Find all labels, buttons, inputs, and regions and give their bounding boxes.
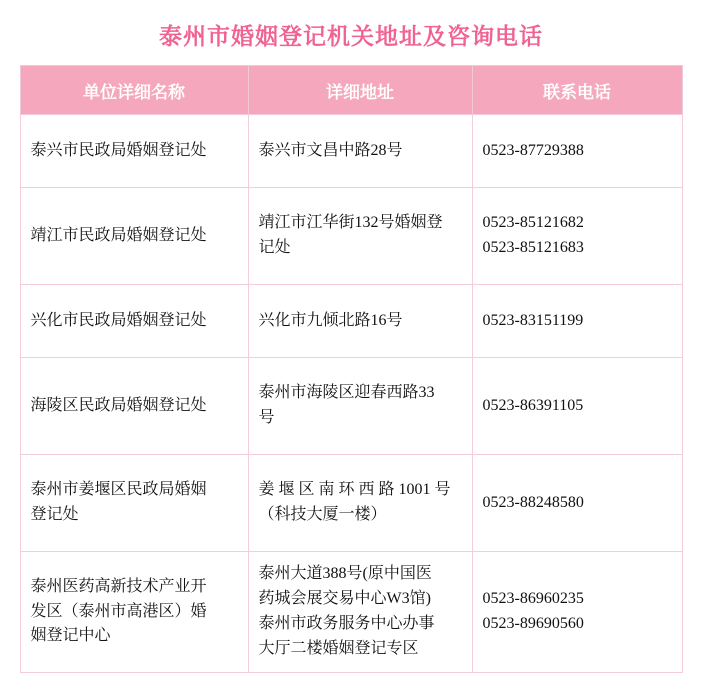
cell-address: 泰州市海陵区迎春西路33 号: [248, 358, 472, 455]
cell-unit-name: 泰州市姜堰区民政局婚姻 登记处: [20, 455, 248, 552]
table-row: [20, 188, 682, 285]
cell-phone: 0523-85121682 0523-85121683: [472, 188, 682, 285]
table-row: [20, 358, 682, 455]
marriage-registry-table: [20, 65, 683, 673]
table-row: [20, 285, 682, 358]
cell-address: 姜 堰 区 南 环 西 路 1001 号 （科技大厦一楼）: [248, 455, 472, 552]
cell-phone: 0523-86391105: [472, 358, 682, 455]
table-header-row: [20, 66, 682, 115]
column-header-address: 详细地址: [248, 66, 472, 115]
table-row: [20, 455, 682, 552]
table-row: [20, 552, 682, 673]
column-header-phone: 联系电话: [472, 66, 682, 115]
cell-address: 泰兴市文昌中路28号: [248, 115, 472, 188]
cell-address: 兴化市九倾北路16号: [248, 285, 472, 358]
cell-address: 泰州大道388号(原中国医 药城会展交易中心W3馆) 泰州市政务服务中心办事 大厅二楼婚姻登记专区: [248, 552, 472, 673]
page-title: 泰州市婚姻登记机关地址及咨询电话: [159, 24, 543, 49]
column-header-name: 单位详细名称: [20, 66, 248, 115]
cell-phone: 0523-86960235 0523-89690560: [472, 552, 682, 673]
cell-unit-name: 兴化市民政局婚姻登记处: [20, 285, 248, 358]
cell-address: 靖江市江华街132号婚姻登 记处: [248, 188, 472, 285]
cell-phone: 0523-88248580: [472, 455, 682, 552]
cell-phone: 0523-83151199: [472, 285, 682, 358]
cell-unit-name: 靖江市民政局婚姻登记处: [20, 188, 248, 285]
cell-phone: 0523-87729388: [472, 115, 682, 188]
cell-unit-name: 泰兴市民政局婚姻登记处: [20, 115, 248, 188]
table-row: [20, 115, 682, 188]
cell-unit-name: 泰州医药高新技术产业开 发区（泰州市高港区）婚 姻登记中心: [20, 552, 248, 673]
cell-unit-name: 海陵区民政局婚姻登记处: [20, 358, 248, 455]
